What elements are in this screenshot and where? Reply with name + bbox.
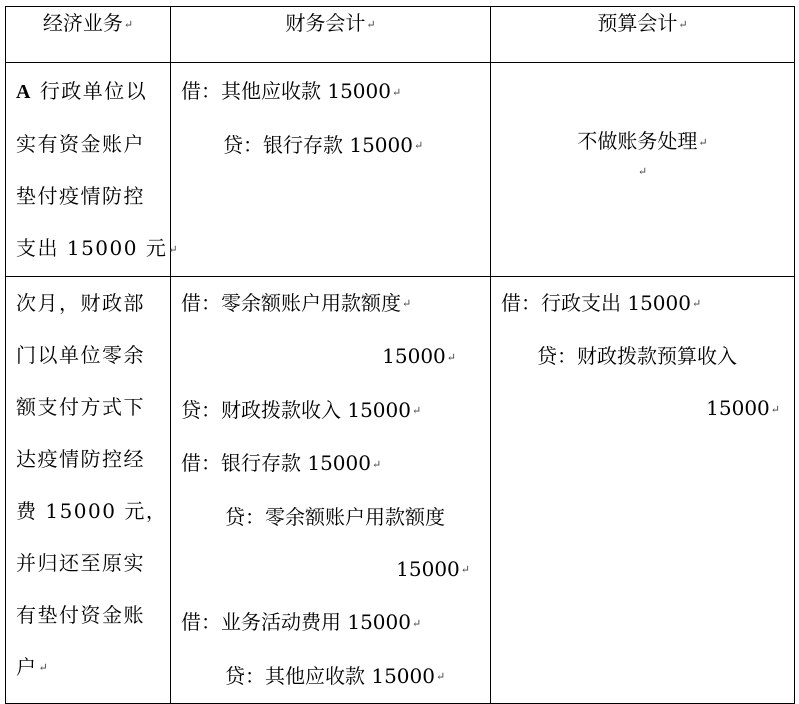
row2-budget-cell [491,276,795,704]
row2-financial-entry-6: 贷：其他应收款 15000↵ [225,663,446,688]
row1-business-cell [6,63,180,277]
row1-business-line: 垫付疫情防控 [16,184,145,208]
row1-business-line: 支出 15000 元↵ [16,236,180,260]
row1-budget-text: 不做账务处理↵ [577,129,708,153]
row2-business-line: 户↵ [16,654,50,679]
row2-financial-entry-1: 借：零余额账户用款额度↵ [181,290,412,315]
accounting-table [5,6,795,704]
header-business: 经济业务↵ [6,7,171,63]
row1-financial-cell [171,63,491,277]
table-row [6,63,795,277]
row2-business-line: 额支付方式下 [16,394,145,419]
row2-budget-credit-amount: 15000↵ [706,396,780,420]
row2-budget-debit: 借：行政支出 15000↵ [501,290,702,315]
row2-business-cell [6,276,171,704]
row2-financial-cell [171,276,491,704]
row1-budget-cell [491,63,795,277]
row2-financial-entry-2: 贷：财政拨款收入 15000↵ [181,397,422,422]
row1-business-line: 实有资金账户 [16,132,145,156]
empty-paragraph-mark: ↵ [637,164,648,178]
header-row [6,7,795,63]
header-budget-accounting: 预算会计↵ [491,7,795,63]
row2-business-line: 次月，财政部 [16,290,145,315]
row2-financial-entry-5: 借：业务活动费用 15000↵ [181,610,422,634]
row2-financial-entry-3: 借：银行存款 15000↵ [181,451,382,475]
row2-business-line: 达疫情防控经 [16,446,145,471]
header-financial-accounting: 财务会计↵ [171,7,491,63]
row2-business-line: 费 15000 元， [16,498,168,523]
row1-business-line-1-text: 行政单位以 [39,79,148,103]
row2-financial-entry-4: 贷：零余额账户用款额度 [225,504,445,529]
row2-business-line: 门以单位零余 [16,342,145,367]
row2-budget-credit: 贷：财政拨款预算收入 [537,344,737,368]
row1-financial-debit: 借：其他应收款 15000↵ [181,79,402,103]
row2-business-line: 有垫付资金账 [16,602,145,627]
row2-business-line: 并归还至原实 [16,550,145,575]
row2-financial-entry-4-amount: 15000↵ [396,556,470,581]
row2-financial-entry-1-amount: 15000↵ [382,344,456,368]
row1-financial-credit: 贷：银行存款 15000↵ [223,132,424,157]
row1-business-line: A 行政单位以 [16,79,148,103]
table-row [6,276,795,704]
